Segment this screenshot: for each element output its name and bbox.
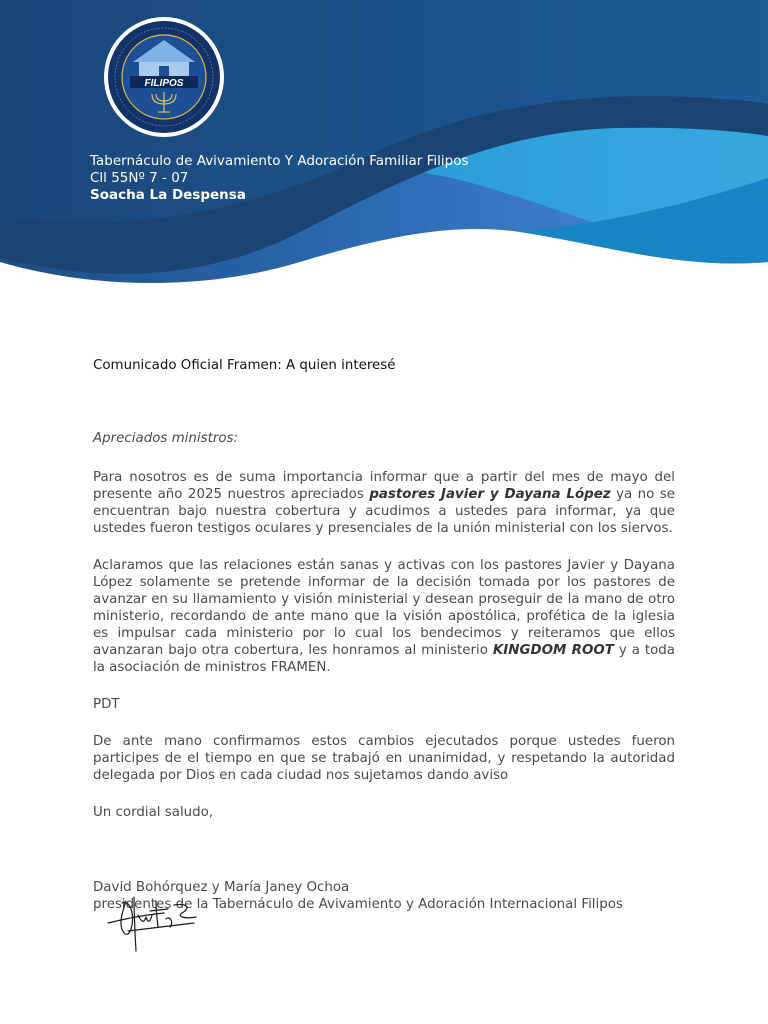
- pdt-label: PDT: [93, 697, 120, 712]
- paragraph-1-text-a: Para nosotros es de suma importancia informar que a partir del mes de mayo del presente año 2025 nuestros apreciados: [93, 470, 675, 502]
- signer-title: presidentes de la Tabernáculo de Avivamiento y Adoración Internacional Filipos: [93, 897, 623, 912]
- paragraph-3: De ante mano confirmamos estos cambios ejecutados porque ustedes fueron participes de el tiempo en que se trabajó en unanimidad, y respetando la autoridad delegada por Dios en cada ciudad nos sujetamos dando aviso: [93, 734, 675, 783]
- kingdom-root-emphasis: KINGDOM ROOT: [492, 643, 614, 658]
- handwritten-signature: [104, 893, 200, 953]
- org-name: Tabernáculo de Avivamiento Y Adoración Familiar Filipos: [90, 153, 469, 169]
- paragraph-2-text-c: y a toda la asociación de ministros FRAMEN.: [93, 643, 675, 675]
- paragraph-1-text-c: ya no se encuentran bajo nuestra cobertura y acudimos a ustedes para informar, ya que ustedes fueron testigos oculares y presenciales de la unión ministerial con los siervos.: [93, 487, 676, 536]
- logo-name-text: FILIPOS: [144, 78, 184, 89]
- signer-names: David Bohórquez y María Janey Ochoa: [93, 880, 350, 895]
- pastores-emphasis: pastores Javier y Dayana López: [369, 487, 611, 502]
- paragraph-2-text-a: Aclaramos que las relaciones están sanas y activas con los pastores Javier y Dayana López solamente se pretende informar de la decisión tomada por los pastores de avanzar en su llamamiento y visión ministerial y desean proseguir de la mano de otro ministerio, recordando de ante mano que la visión apostólica, profética de la iglesia es impulsar cada ministerio por lo cual los bendecimos y reiteramos que ellos avanzaran bajo otra cobertura, les honramos al ministerio: [93, 558, 675, 658]
- org-city: Soacha La Despensa: [90, 187, 246, 203]
- closing-greeting: Un cordial saludo,: [93, 805, 214, 820]
- letter-subject: Comunicado Oficial Framen: A quien interesé: [93, 358, 396, 373]
- paragraph-1: [93, 469, 675, 537]
- paragraph-2: [93, 557, 675, 676]
- letter-salutation: Apreciados ministros:: [93, 431, 239, 446]
- letter-body: [93, 357, 675, 913]
- church-header-info: [90, 153, 468, 204]
- org-address: Cll 55Nº 7 - 07: [90, 170, 189, 186]
- filipos-logo-seal: [103, 16, 225, 138]
